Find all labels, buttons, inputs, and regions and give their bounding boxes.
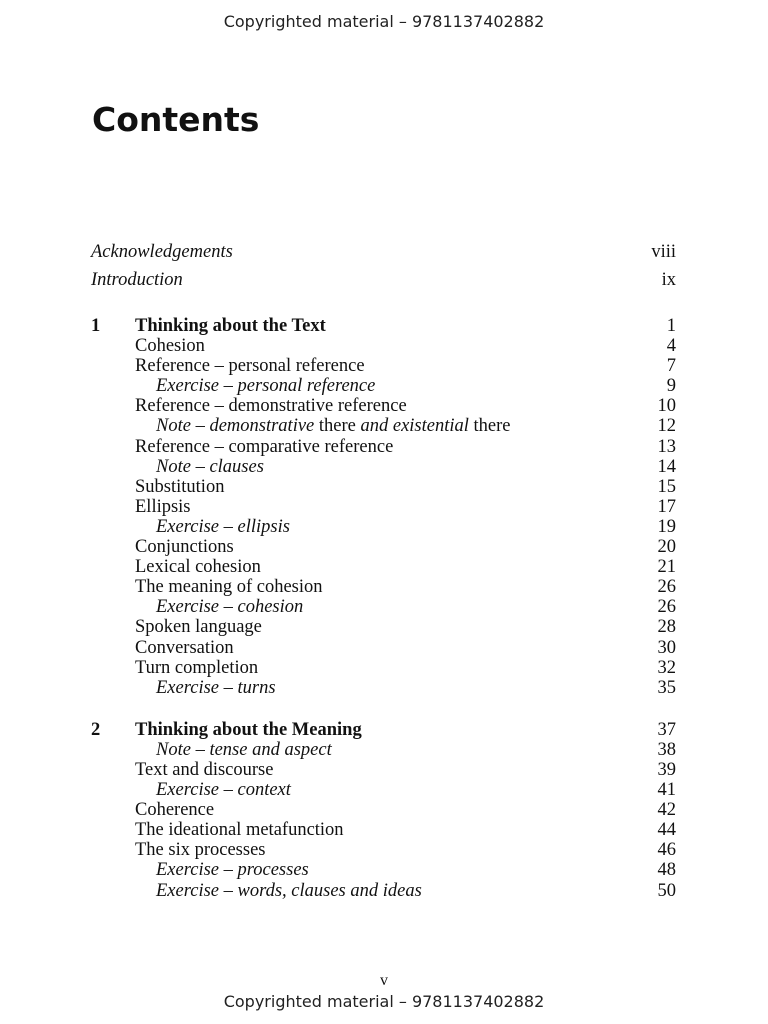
- toc-entry: [91, 336, 676, 356]
- toc-entry-label: Exercise – cohesion: [156, 597, 304, 618]
- toc-entry-label: Turn completion: [135, 657, 259, 678]
- toc-page-number: 37: [657, 719, 676, 740]
- toc-entry-label: Conversation: [135, 637, 234, 658]
- toc-page-number: 39: [657, 759, 676, 780]
- toc-entry-label: Coherence: [135, 800, 215, 821]
- toc-page-number: 17: [657, 496, 676, 517]
- toc-page-number: 19: [657, 516, 676, 537]
- toc-page-number: 35: [657, 677, 676, 698]
- toc-page-number: 28: [657, 617, 676, 638]
- toc-subentry: [91, 517, 676, 537]
- toc-entry: [91, 800, 676, 820]
- toc-entry-label-part: there: [314, 416, 361, 437]
- toc-entry-label: Exercise – context: [156, 780, 291, 801]
- toc-entry-label-part: Note – demonstrative: [156, 416, 315, 437]
- toc-entry-label: Exercise – personal reference: [156, 376, 376, 397]
- toc-entry-label: Reference – personal reference: [135, 356, 365, 377]
- toc-page-number: 13: [657, 436, 676, 457]
- toc-entry: [91, 356, 676, 376]
- toc-entry-label: Note – clauses: [156, 456, 264, 477]
- toc-entry-label-part: there: [468, 416, 511, 437]
- toc-entry-label: The ideational metafunction: [135, 820, 344, 841]
- toc-entry: [91, 557, 676, 577]
- toc-entry: [91, 658, 676, 678]
- toc-subentry: [91, 740, 676, 760]
- toc-entry-label: Cohesion: [135, 336, 205, 357]
- toc-subentry: [91, 860, 676, 880]
- toc-subentry: [91, 416, 676, 436]
- toc-page-number: 12: [657, 416, 676, 437]
- toc-entry-label: Exercise – ellipsis: [156, 516, 290, 537]
- toc-entry: [91, 760, 676, 780]
- toc-subentry: [91, 881, 676, 901]
- toc-page-number: 14: [657, 456, 676, 477]
- toc-page-number: 4: [666, 336, 676, 357]
- toc-page-number: 44: [657, 820, 676, 841]
- table-of-contents: [91, 238, 676, 901]
- toc-entry-label: Ellipsis: [135, 496, 191, 517]
- toc-subentry: [91, 457, 676, 477]
- toc-entry-label: Reference – comparative reference: [135, 436, 394, 457]
- copyright-banner-bottom: Copyrighted material – 9781137402882: [223, 992, 545, 1011]
- front-matter-list: [91, 238, 676, 294]
- toc-page-number: 32: [657, 657, 676, 678]
- toc-front-matter-entry: [91, 238, 676, 266]
- toc-entry: [91, 820, 676, 840]
- toc-entry: [91, 840, 676, 860]
- toc-page-number: 7: [666, 356, 676, 377]
- toc-page-number: 21: [657, 557, 676, 578]
- chapter-number: 2: [91, 719, 101, 740]
- toc-page-number: 20: [657, 537, 676, 558]
- toc-page-number: 41: [657, 780, 676, 801]
- toc-entry-label: Spoken language: [135, 617, 262, 638]
- toc-page-number: 42: [657, 800, 676, 821]
- toc-entry: [91, 497, 676, 517]
- toc-entry: [91, 617, 676, 637]
- toc-subentry: [91, 780, 676, 800]
- toc-page-number: 46: [657, 840, 676, 861]
- toc-entry: [91, 638, 676, 658]
- toc-page-number: 9: [666, 376, 676, 397]
- chapter-list: [91, 316, 676, 901]
- toc-entry: [91, 477, 676, 497]
- page-title: Contents: [92, 100, 260, 139]
- toc-page-number: ix: [661, 270, 676, 290]
- toc-subentry: [91, 678, 676, 698]
- toc-page-number: 1: [666, 316, 676, 336]
- toc-page-number: 10: [657, 396, 676, 417]
- toc-page-number: 26: [657, 577, 676, 598]
- toc-entry-label-part: and existential: [360, 416, 469, 437]
- toc-entry-label: Lexical cohesion: [135, 557, 261, 578]
- toc-page-number: 15: [657, 476, 676, 497]
- toc-entry-label: Introduction: [91, 270, 183, 290]
- toc-entry-label: Conjunctions: [135, 537, 234, 558]
- chapter-title: Thinking about the Meaning: [135, 719, 362, 740]
- toc-subentry: [91, 376, 676, 396]
- toc-entry-label: Substitution: [135, 476, 225, 497]
- toc-entry-label: Text and discourse: [135, 759, 274, 780]
- toc-entry-label: Exercise – words, clauses and ideas: [156, 880, 422, 901]
- toc-entry-label: Exercise – processes: [156, 860, 309, 881]
- toc-entry-label: The meaning of cohesion: [135, 577, 323, 598]
- toc-entry: [91, 396, 676, 416]
- page-number: v: [380, 972, 388, 989]
- toc-entry: [91, 437, 676, 457]
- chapter-heading: [91, 720, 676, 740]
- toc-entry-label: The six processes: [135, 840, 266, 861]
- toc-entry: [91, 537, 676, 557]
- toc-page-number: viii: [651, 242, 676, 262]
- toc-front-matter-entry: [91, 266, 676, 294]
- toc-entry-label: Exercise – turns: [156, 677, 276, 698]
- toc-page-number: 38: [657, 739, 676, 760]
- toc-entry-label: Reference – demonstrative reference: [135, 396, 407, 417]
- toc-subentry: [91, 597, 676, 617]
- chapter-heading: [91, 316, 676, 336]
- toc-page-number: 30: [657, 637, 676, 658]
- toc-page-number: 50: [657, 880, 676, 901]
- toc-page-number: 48: [657, 860, 676, 881]
- chapter-title: Thinking about the Text: [135, 316, 326, 336]
- copyright-banner-top: Copyrighted material – 9781137402882: [223, 12, 545, 31]
- toc-entry-label: Note – tense and aspect: [156, 739, 332, 760]
- chapter-number: 1: [91, 316, 101, 336]
- toc-entry: [91, 577, 676, 597]
- toc-entry-label: Acknowledgements: [91, 242, 233, 262]
- toc-entry-label: [156, 416, 511, 436]
- toc-page-number: 26: [657, 597, 676, 618]
